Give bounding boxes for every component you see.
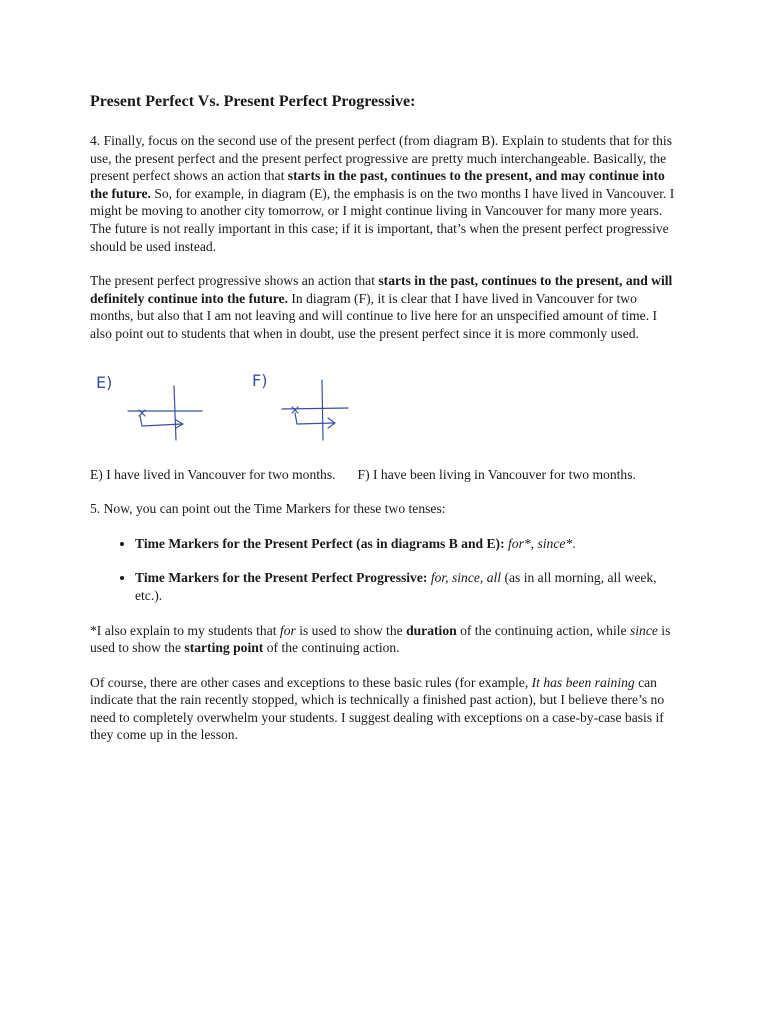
diagram-captions (90, 466, 680, 484)
paragraph-5: 5. Now, you can point out the Time Markers for these two tenses: (90, 501, 446, 517)
diagram-f-now-line (322, 380, 323, 440)
paragraph-4 (90, 132, 680, 255)
paragraph-exceptions (90, 674, 680, 744)
bullet-1-bold: Time Markers for the Present Perfect (as in diagrams B and E): (135, 535, 505, 551)
caption-f: F) I have been living in Vancouver for two months. (357, 466, 636, 482)
list-item (135, 535, 680, 553)
p4-since: since (629, 622, 658, 638)
bullet-1-italic: for*, since* (508, 535, 573, 551)
p1-text-a: 4. Finally, focus on the second use of the present perfect (from diagram B). Explain to students that for this use, the present perfect and the present perfect progressive are pretty much interchangeable. Basically, the present perfect shows an action that (90, 133, 672, 184)
p2-text-a: The present perfect progressive shows an action that (90, 273, 379, 289)
p4-text-a: *I also explain to my students that (90, 622, 280, 638)
page-title: Present Perfect Vs. Present Perfect Progressive: (90, 93, 416, 110)
timeline-diagrams-svg (90, 356, 390, 460)
diagram-f-start-mark (292, 407, 298, 413)
p4-for: for (279, 622, 296, 638)
p4-text-e: of the continuing action. (263, 640, 400, 656)
diagram-f-label: F) (252, 370, 268, 390)
paragraph-progressive (90, 272, 680, 342)
diagram-f (252, 371, 348, 440)
bullet-2-italic: for, since, all (430, 570, 502, 586)
p4-text-c: of the continuing action, while (456, 622, 630, 638)
document-page (90, 92, 680, 761)
p2-bold: starts in the past, continues to the present, and will definitely continue into the future. (90, 273, 673, 306)
p2-text-c: In diagram (F), it is clear that I have lived in Vancouver for two months, but also that I am not leaving and will continue to live here for an unspecified amount of time. I also point out to students that when in doubt, use the present perfect since it is more commonly used. (90, 290, 658, 341)
p4-text-d: is used to show the (90, 622, 671, 656)
p4-duration: duration (406, 622, 457, 638)
bullet-2-rest: (as in all morning, all week, etc.). (135, 570, 657, 603)
timeline-diagrams (90, 356, 680, 460)
caption-e: E) I have lived in Vancouver for two months. (90, 466, 336, 482)
p4-starting-point: starting point (184, 640, 264, 656)
diagram-e-label: E) (96, 372, 113, 392)
list-item (135, 569, 680, 604)
paragraph-footnote (90, 622, 680, 657)
time-marker-list (90, 535, 680, 605)
p5-text-a: Of course, there are other cases and exceptions to these basic rules (for example, (90, 674, 532, 690)
diagram-e (96, 373, 202, 440)
diagram-e-now-line (174, 386, 176, 440)
p5-text-b: can indicate that the rain recently stopped, which is technically a finished past action), but I believe there’s no need to completely overwhelm your students. I suggest dealing with exceptions on a case-by-case basis if they come up in the lesson. (90, 674, 665, 743)
p4-text-b: is used to show the (295, 622, 407, 638)
bullet-1-rest: . (572, 535, 576, 551)
bullet-2-bold: Time Markers for the Present Perfect Progressive: (135, 570, 428, 586)
p1-bold: starts in the past, continues to the present, and may continue into the future. (90, 168, 665, 201)
p5-italic: It has been raining (531, 674, 635, 690)
diagram-f-timeline (282, 408, 348, 409)
p1-text-c: So, for example, in diagram (E), the emphasis is on the two months I have lived in Vancouver. I might be moving to another city tomorrow, or I might continue living in Vancouver for many more years. The future is not really important in this case; if it is important, that’s when the present perfect progressive should be used instead. (90, 185, 675, 254)
